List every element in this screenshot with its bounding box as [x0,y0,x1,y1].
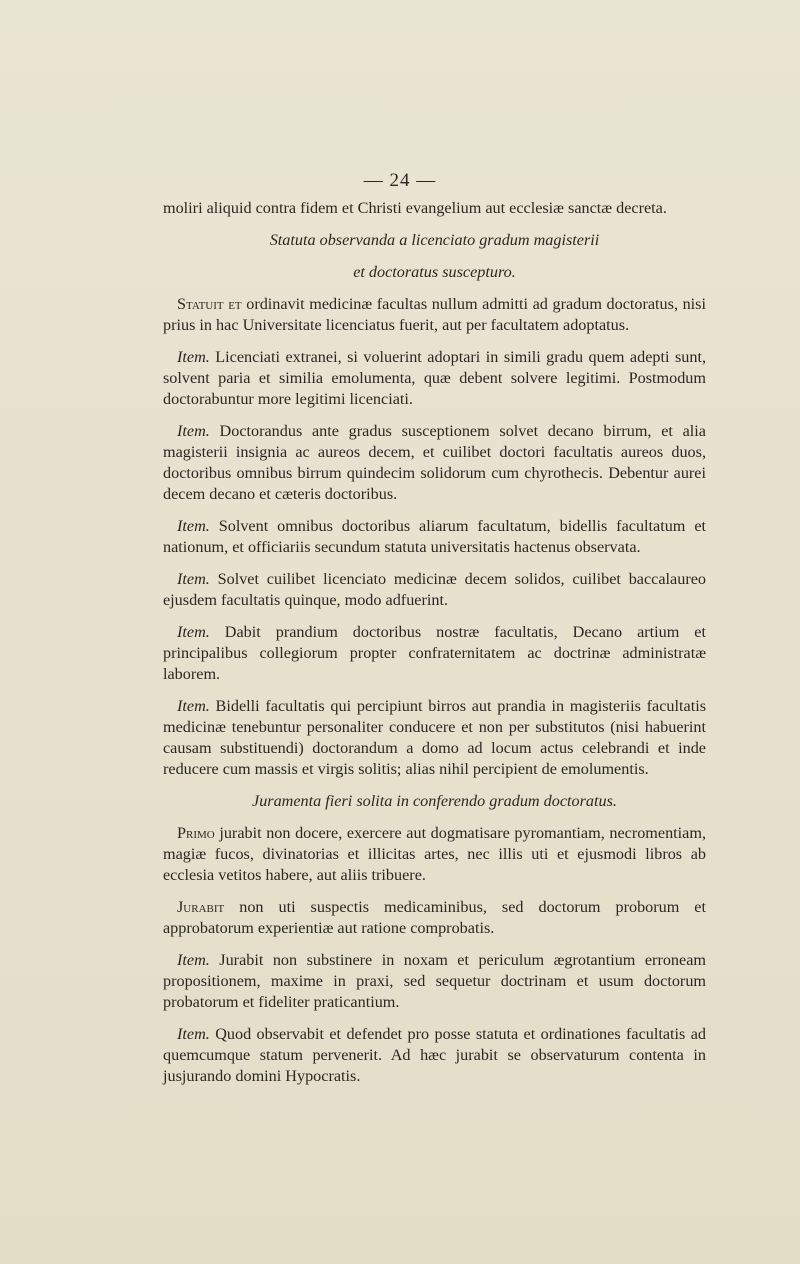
oath-paragraph [163,897,706,939]
paragraph-text: Solvent omnibus doctoribus aliarum facultatum, bidellis facultatum et nationum, et officiariis secundum statuta universitatis hactenus observata. [163,517,706,556]
oath-paragraph [163,823,706,886]
paragraph-lead: Jurabit [177,898,225,916]
oath-paragraph [163,950,706,1013]
statute-paragraph [163,421,706,505]
paragraph-text: jurabit non docere, exercere aut dogmatisare pyromantiam, necromentiam, magiæ fucos, divinatorias et illicitas artes, nec illis uti et ejusmodi libros ab ecclesia vetitos habere, aut aliis tribuere. [163,824,706,884]
oath-paragraph [163,1024,706,1087]
paragraph-lead: Primo [177,824,215,842]
statute-paragraph [163,294,706,336]
paragraph-text: ordinavit medicinæ facultas nullum admitti ad gradum doctoratus, nisi prius in hac Universitate licenciatus fuerit, aut per facultatem adoptatus. [163,295,706,334]
paragraph-text: Doctorandus ante gradus susceptionem solvet decano birrum, et alia magisterii insignia ac aureos decem, et cuilibet doctori facultatis aureos duos, doctoribus omnibus birrum quindecim solidorum cum chyrothecis. Debentur aurei decem decano et cæteris doctoribus. [163,422,706,503]
paragraph-lead: Item. [177,348,210,366]
page-number: — 24 — [363,170,437,191]
page-text [163,198,706,1098]
paragraph-lead: Item. [177,951,210,969]
juramenta-heading: Juramenta fieri solita in conferendo gradum doctoratus. [252,792,617,810]
statuta-heading-line-2: et doctoratus suscepturo. [353,263,516,281]
paragraph-text: Jurabit non substinere in noxam et periculum ægrotantium erroneam propositionem, maxime in praxi, sed sequetur doctrinam et usum doctorum probatorum et fideliter praticantium. [163,951,706,1011]
paragraph-lead: Statuit et [177,295,242,313]
paragraph-text: Dabit prandium doctoribus nostræ facultatis, Decano artium et principalibus collegiorum propter confraternitatem ac doctrinæ administratæ laborem. [163,623,706,683]
statute-paragraph [163,569,706,611]
statute-paragraph [163,347,706,410]
intro-paragraph: moliri aliquid contra fidem et Christi evangelium aut ecclesiæ sanctæ decreta. [163,199,667,217]
paragraph-lead: Item. [177,1025,210,1043]
paragraph-text: Bidelli facultatis qui percipiunt birros aut prandia in magisteriis facultatis medicinæ tenebuntur personaliter conducere et non per substitutos (nisi habuerint causam substituendi) doctorandum a domo ad locum actus celebrandi et inde reducere cum massis et virgis solitis; alias nihil percipient de emolumentis. [163,697,706,778]
paragraph-lead: Item. [177,697,210,715]
statuta-heading-line-1: Statuta observanda a licenciato gradum magisterii [269,231,600,249]
statute-paragraph [163,622,706,685]
paragraph-lead: Item. [177,570,210,588]
paragraph-lead: Item. [177,517,210,535]
paragraph-text: Licenciati extranei, si voluerint adoptari in simili gradu quem adepti sunt, solvent paria et similia emolumenta, quæ debent solvere legitimi. Postmodum doctorabuntur more legitimi licenciati. [163,348,706,408]
paragraph-text: Solvet cuilibet licenciato medicinæ decem solidos, cuilibet baccalaureo ejusdem facultatis quinque, modo adfuerint. [163,570,706,609]
paragraph-lead: Item. [177,422,210,440]
paragraph-text: Quod observabit et defendet pro posse statuta et ordinationes facultatis ad quemcumque statum pervenerit. Ad hæc jurabit se observaturum contenta in jusjurando domini Hypocratis. [163,1025,706,1085]
paragraph-lead: Item. [177,623,210,641]
paragraph-text: non uti suspectis medicaminibus, sed doctorum proborum et approbatorum experientiæ aut ratione comprobatis. [163,898,706,937]
statute-paragraph [163,696,706,780]
statute-paragraph [163,516,706,558]
